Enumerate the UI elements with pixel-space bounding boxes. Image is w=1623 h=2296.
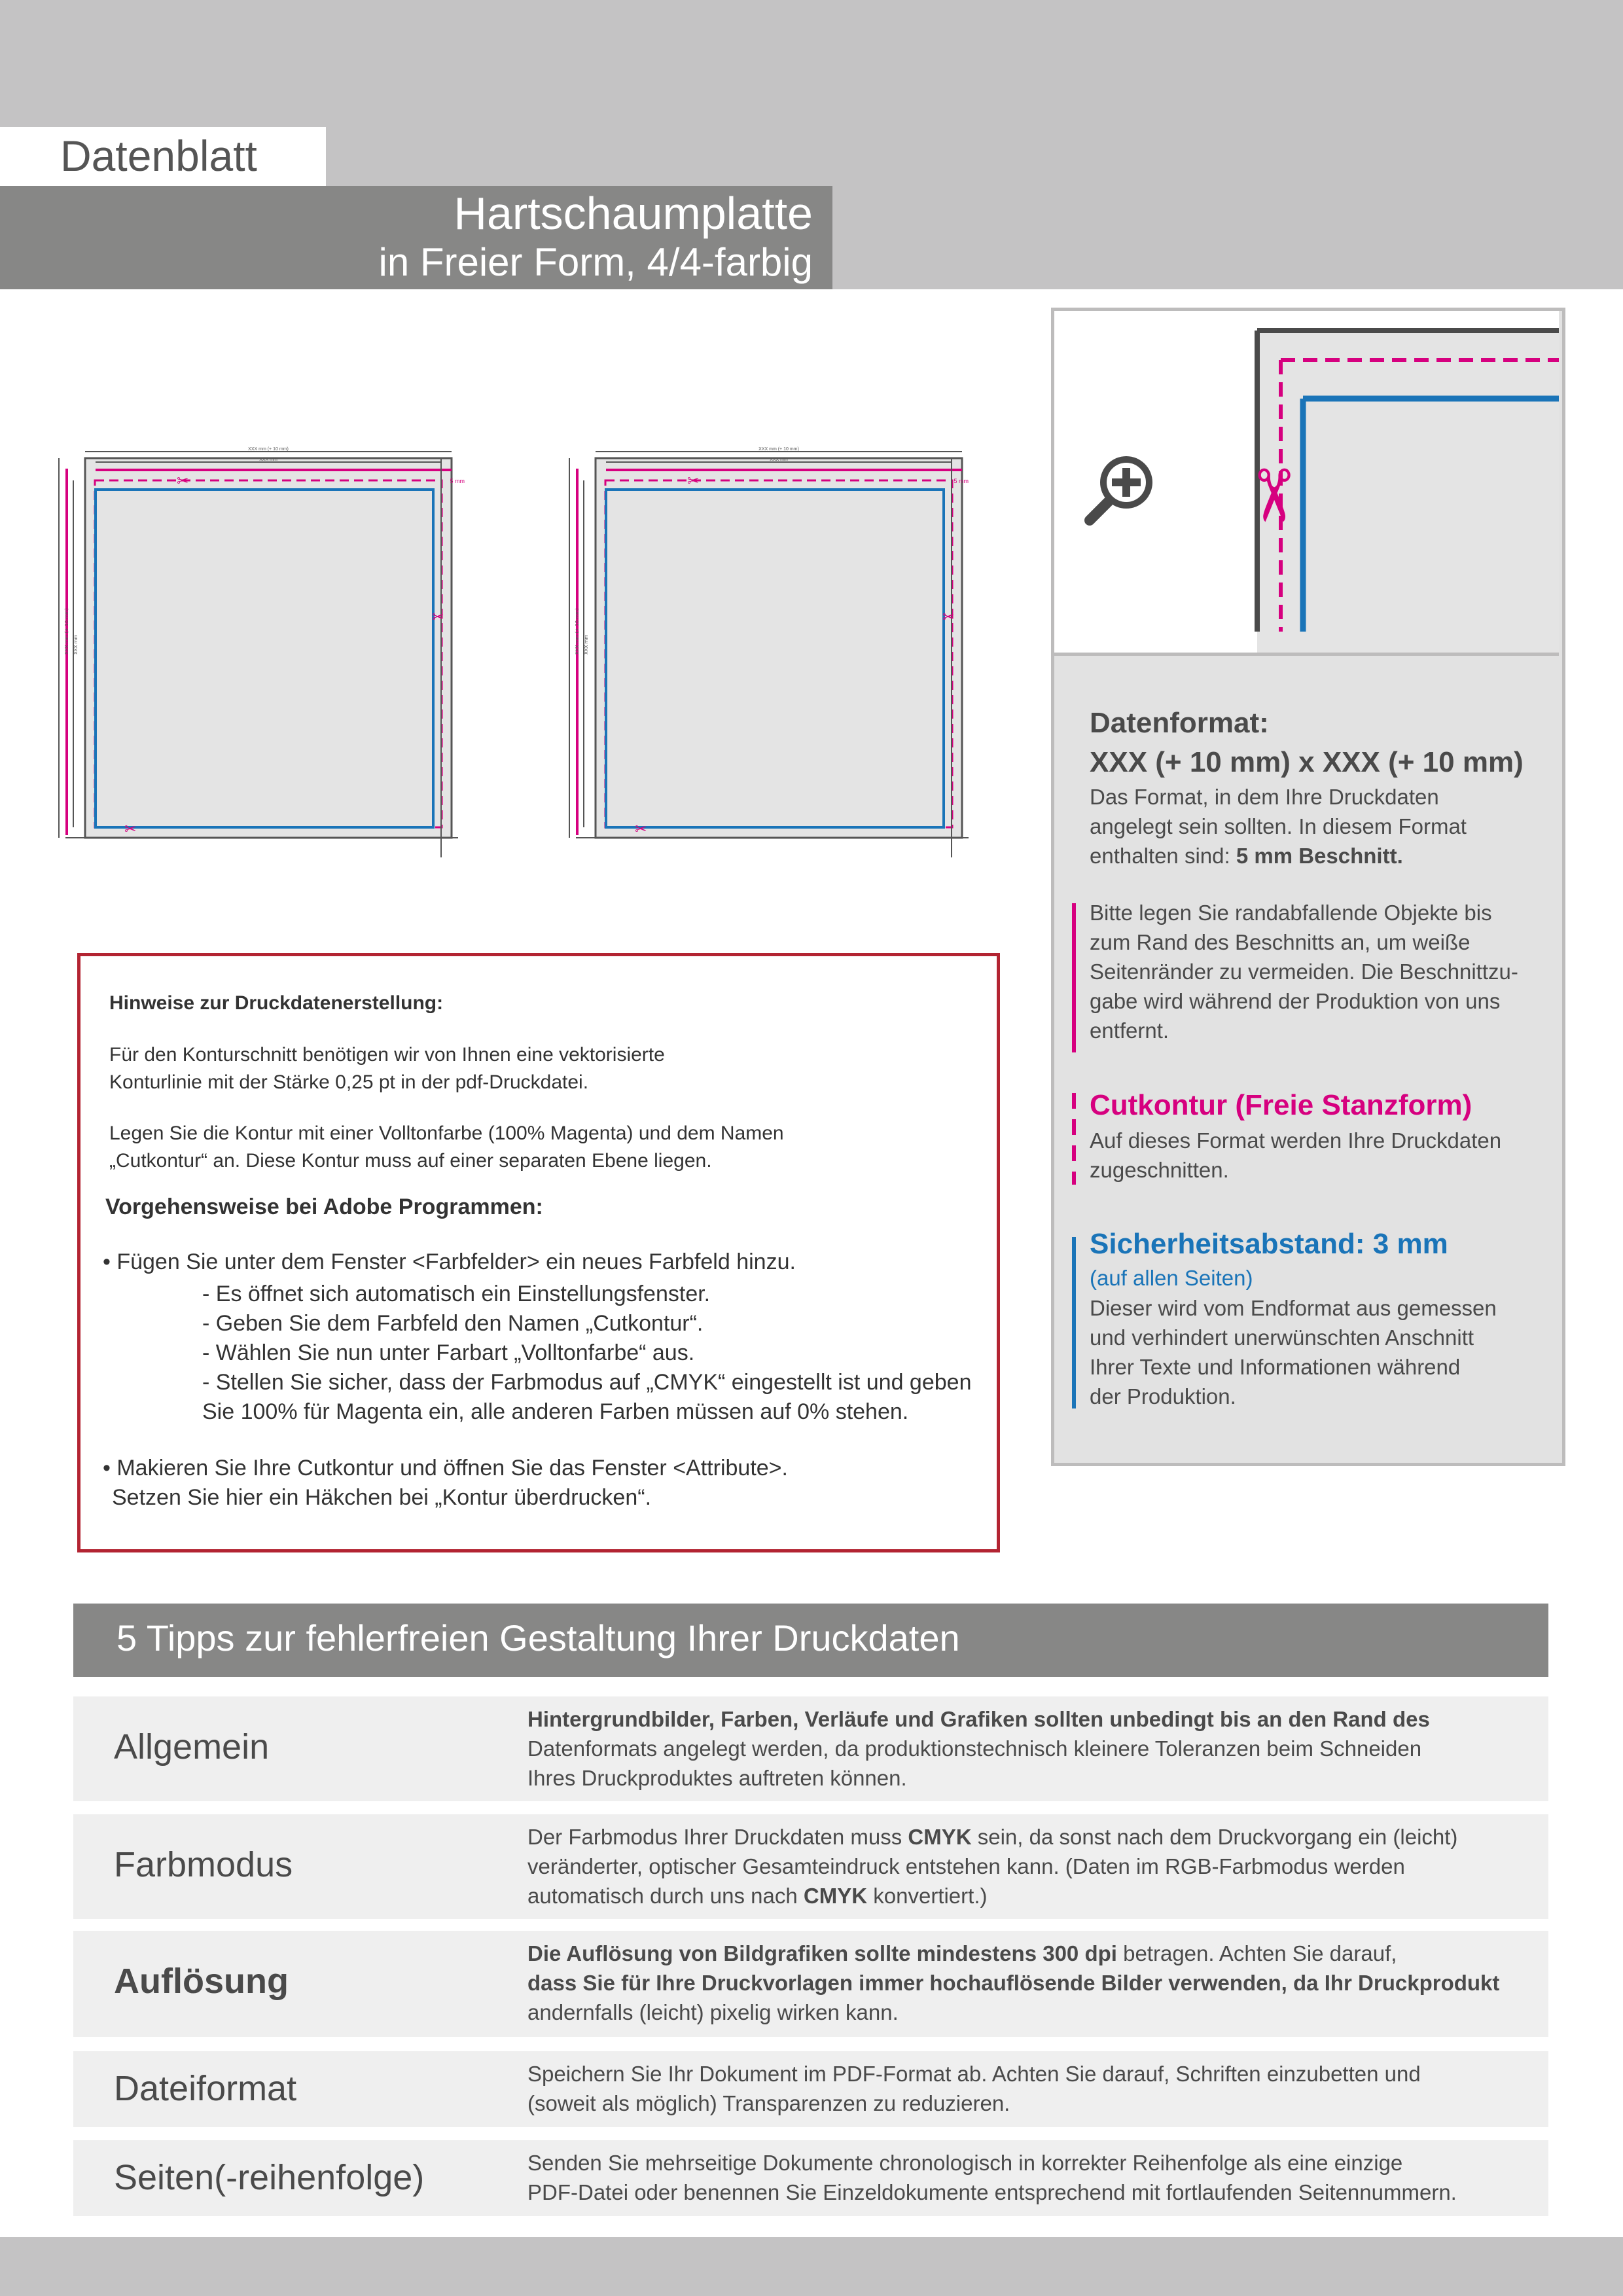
safety-marker <box>1072 1237 1076 1408</box>
doc-label <box>0 127 326 186</box>
measure-top-outer: XXX mm (+ 10 mm) <box>248 447 289 452</box>
cut-marker <box>1072 1093 1076 1185</box>
tip-row-farbmodus <box>73 1814 1548 1919</box>
safety-sub: (auf allen Seiten) <box>1090 1266 1253 1290</box>
tips-heading: 5 Tipps zur fehlerfreien Gestaltung Ihrer Druckdaten <box>116 1617 960 1659</box>
tip-text: Der Farbmodus Ihrer Druckdaten muss CMYK sein, da sonst nach dem Druckvorgang ein (leicht) veränderter, optischer Gesamteindruck entstehen kann. (Daten im RGB-Farbmodus werden automatisch durch uns nach CMYK konvertiert.) <box>527 1825 1458 1908</box>
tip-text: Die Auflösung von Bildgrafiken sollte mindestens 300 dpi betragen. Achten Sie darauf, dass Sie für Ihre Druckvorlagen immer hochauflösende Bilder verwenden, da Ihr Druckprodukt andernfalls (leicht) pixelig wirken kann. <box>527 1941 1500 2024</box>
scissors-icon: ✂ <box>177 473 189 490</box>
safety-heading: Sicherheitsabstand: 3 mm <box>1090 1228 1448 1260</box>
adobe-heading: Vorgehensweise bei Adobe Programmen: <box>105 1194 543 1219</box>
tip-text: Speichern Sie Ihr Dokument im PDF-Format ab. Achten Sie darauf, Schriften einzubetten und (soweit als möglich) Transparenzen zu reduzieren. <box>527 2062 1421 2115</box>
bottom-band <box>0 2237 1623 2296</box>
bleed-marker <box>1072 903 1076 1052</box>
tip-label: Allgemein <box>114 1727 270 1767</box>
title-box <box>0 186 832 289</box>
diagram-graphic <box>569 447 969 857</box>
scissors-icon: ✂ <box>1231 465 1315 526</box>
magnifier-plus-icon <box>1080 448 1166 533</box>
doc-label-text: Datenblatt <box>60 132 257 180</box>
cut-heading: Cutkontur (Freie Stanzform) <box>1090 1089 1472 1121</box>
tip-row-seiten <box>73 2140 1548 2216</box>
notes-box <box>77 953 1000 1552</box>
scissors-icon: ✂ <box>687 473 700 490</box>
step-1-substeps: - Es öffnet sich automatisch ein Einstellungsfenster. - Geben Sie dem Farbfeld den Namen „Cutkontur“. - Wählen Sie nun unter Farbart „Volltonfarbe“ aus. - Stellen Sie sicher, dass der Farbmodus auf „CMYK“ eingestellt ist und geben Sie 100% für Magenta ein, alle anderen Farben müssen auf 0% stehen. <box>202 1282 972 1424</box>
measure-side-inner: XXX mm <box>73 634 79 655</box>
tip-label: Dateiformat <box>114 2069 297 2108</box>
bleed-label: 5 mm <box>954 478 969 484</box>
tip-label: Farbmodus <box>114 1845 293 1884</box>
scissors-icon: ✂ <box>124 821 137 838</box>
scissors-icon: ✂ <box>635 821 647 838</box>
cut-text: Auf dieses Format werden Ihre Druckdaten zugeschnitten. <box>1090 1128 1502 1182</box>
measure-top-inner: XXX mm <box>259 457 277 462</box>
bleed-label: 5 mm <box>450 478 465 484</box>
format-diagram-1 <box>59 445 465 864</box>
zoom-corner-graphic <box>1185 311 1559 653</box>
tip-row-dateiformat <box>73 2051 1548 2127</box>
step-2: • Makieren Sie Ihre Cutkontur und öffnen Sie das Fenster <Attribute>. Setzen Sie hier ein Häkchen bei „Kontur überdrucken“. <box>103 1456 788 1510</box>
measure-side-inner: XXX mm <box>584 634 589 655</box>
measure-top-inner: XXX mm <box>770 457 788 462</box>
diagram-graphic <box>59 447 465 857</box>
tips-heading-bar <box>73 1604 1548 1677</box>
measure-side-outer: XXX mm (+ 10 mm) <box>575 608 580 655</box>
format-diagram-2 <box>569 445 969 864</box>
product-title: Hartschaumplatte <box>454 188 813 239</box>
tip-label: Auflösung <box>114 1962 289 2001</box>
notes-heading: Hinweise zur Druckdatenerstellung: <box>109 992 444 1014</box>
tip-row-aufloesung <box>73 1931 1548 2037</box>
step-1: • Fügen Sie unter dem Fenster <Farbfelder> ein neues Farbfeld hinzu. <box>103 1249 796 1274</box>
format-bold: 5 mm Beschnitt. <box>1236 844 1403 868</box>
format-heading: Datenformat: <box>1090 707 1269 739</box>
measure-top-outer: XXX mm (+ 10 mm) <box>758 447 799 452</box>
measure-side-outer: XXX mm (+ 10 mm) <box>64 608 69 655</box>
notes-p2: Legen Sie die Kontur mit einer Volltonfarbe (100% Magenta) und dem Namen „Cutkontur“ an. Diese Kontur muss auf einer separaten Ebene liegen. <box>109 1122 784 1172</box>
format-text: Das Format, in dem Ihre Druckdaten angelegt sein sollten. In diesem Format enthalten sind: 5 mm Beschnitt. <box>1090 785 1467 868</box>
safety-text: Dieser wird vom Endformat aus gemessen und verhindert unerwünschten Anschnitt Ihrer Texte und Informationen während der Produktion. <box>1090 1296 1497 1408</box>
notes-p1: Für den Konturschnitt benötigen wir von Ihnen eine vektorisierte Konturlinie mit der Stärke 0,25 pt in der pdf-Druckdatei. <box>109 1044 665 1093</box>
format-size: XXX (+ 10 mm) x XXX (+ 10 mm) <box>1090 746 1524 778</box>
zoom-detail <box>1054 311 1559 656</box>
bleed-note: Bitte legen Sie randabfallende Objekte bis zum Rand des Beschnitts an, um weiße Seitenränder zu vermeiden. Die Beschnittzu- gabe wird während der Produktion von uns entfernt. <box>1090 901 1518 1043</box>
tip-row-allgemein <box>73 1696 1548 1801</box>
tip-text: Hintergrundbilder, Farben, Verläufe und Grafiken sollten unbedingt bis an den Rand des Datenformats angelegt werden, da produktionstechnisch kleinere Toleranzen beim Schneiden Ihres Druckproduktes auftreten können. <box>527 1707 1430 1790</box>
tip-text: Senden Sie mehrseitige Dokumente chronologisch in korrekter Reihenfolge als eine einzige PDF-Datei oder benennen Sie Einzeldokumente entsprechend mit fortlaufenden Seitennummern. <box>527 2151 1457 2204</box>
scissors-icon: ✂ <box>432 609 444 626</box>
scissors-icon: ✂ <box>942 609 955 626</box>
tip-label: Seiten(-reihenfolge) <box>114 2158 425 2197</box>
product-subtitle: in Freier Form, 4/4-farbig <box>378 240 813 284</box>
